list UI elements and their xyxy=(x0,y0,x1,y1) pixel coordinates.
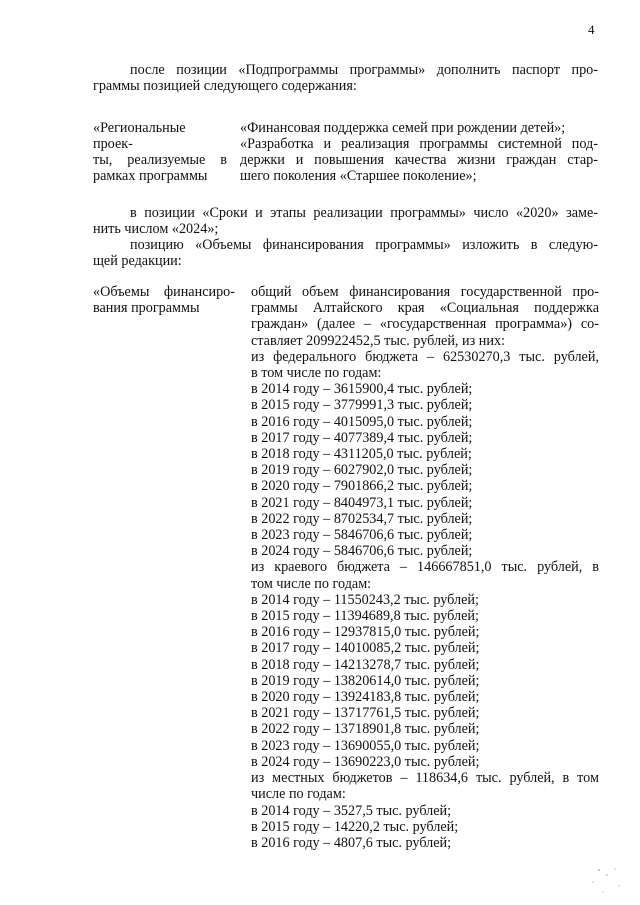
year-line: в 2020 году – 13924183,8 тыс. рублей; xyxy=(251,689,480,706)
year-line: в 2014 году – 3615900,4 тыс. рублей; xyxy=(251,381,473,398)
value-line: «Разработка и реализация программы системной под- xyxy=(240,136,598,152)
year-line: в 2014 году – 3527,5 тыс. рублей; xyxy=(251,802,452,819)
page-number: 4 xyxy=(588,22,595,37)
regional-projects-label xyxy=(93,120,227,184)
value-line: держки и повышения качества жизни граждан стар- xyxy=(240,152,598,168)
year-line: в 2018 году – 14213278,7 тыс. рублей; xyxy=(251,656,480,673)
label-line: «Региональные проек- xyxy=(93,120,186,152)
year-line: в 2015 году – 11394689,8 тыс. рублей; xyxy=(251,608,479,625)
value-line: том числе по годам: xyxy=(251,575,372,592)
value-line: в том числе по годам: xyxy=(251,365,382,382)
text-line: граммы позицией следующего содержания: xyxy=(93,78,357,94)
year-line: в 2019 году – 13820614,0 тыс. рублей; xyxy=(251,672,480,689)
year-line: в 2021 году – 13717761,5 тыс. рублей; xyxy=(251,705,480,722)
year-line: в 2024 году – 13690223,0 тыс. рублей; xyxy=(251,753,480,770)
value-line: числе по годам: xyxy=(251,786,346,803)
value-line: граммы Алтайского края «Социальная поддержка xyxy=(251,300,599,317)
year-line: в 2017 году – 14010085,2 тыс. рублей; xyxy=(251,640,480,657)
year-line: в 2023 году – 5846706,6 тыс. рублей; xyxy=(251,527,473,544)
year-line: в 2023 году – 13690055,0 тыс. рублей; xyxy=(251,737,480,754)
text-line: позицию «Объемы финансирования программы» изложить в следую- xyxy=(130,237,598,253)
value-line: из местных бюджетов – 118634,6 тыс. рублей, в том xyxy=(251,770,599,787)
label-line: «Объемы финансиро- xyxy=(93,284,235,300)
value-line: шего поколения «Старшее поколение»; xyxy=(240,168,477,184)
value-line: «Финансовая поддержка семей при рождении детей»; xyxy=(240,120,566,136)
label-line: вания программы xyxy=(93,300,200,316)
year-line: в 2022 году – 13718901,8 тыс. рублей; xyxy=(251,721,480,738)
label-line: ты, реализуемые в xyxy=(93,152,227,168)
year-line: в 2024 году – 5846706,6 тыс. рублей; xyxy=(251,543,473,560)
year-line: в 2021 году – 8404973,1 тыс. рублей; xyxy=(251,494,473,511)
scan-specks xyxy=(585,862,625,902)
value-line: из краевого бюджета – 146667851,0 тыс. рублей, в xyxy=(251,559,599,576)
value-line: ставляет 209922452,5 тыс. рублей, из них: xyxy=(251,332,505,349)
year-line: в 2015 году – 14220,2 тыс. рублей; xyxy=(251,818,459,835)
year-line: в 2018 году – 4311205,0 тыс. рублей; xyxy=(251,446,472,463)
year-line: в 2022 году – 8702534,7 тыс. рублей; xyxy=(251,510,473,527)
year-line: в 2014 году – 11550243,2 тыс. рублей; xyxy=(251,591,479,608)
year-line: в 2020 году – 7901866,2 тыс. рублей; xyxy=(251,478,473,495)
text-line: нить числом «2024»; xyxy=(93,221,219,237)
text-line: щей редакции: xyxy=(93,253,182,269)
regional-projects-value xyxy=(240,120,598,184)
funding-label xyxy=(93,284,235,316)
label-line: рамках программы xyxy=(93,168,208,184)
intro-paragraph xyxy=(93,62,598,94)
value-line: общий объем финансирования государственной про- xyxy=(251,284,599,300)
year-line: в 2016 году – 4015095,0 тыс. рублей; xyxy=(251,413,473,430)
year-line: в 2017 году – 4077389,4 тыс. рублей; xyxy=(251,429,473,446)
year-line: в 2015 году – 3779991,3 тыс. рублей; xyxy=(251,397,473,414)
value-line: граждан» (далее – «государственная программа») со- xyxy=(251,316,599,333)
text-line: после позиции «Подпрограммы программы» дополнить паспорт про- xyxy=(130,62,598,78)
year-line: в 2016 году – 12937815,0 тыс. рублей; xyxy=(251,624,480,641)
volumes-paragraph xyxy=(93,237,598,269)
terms-paragraph xyxy=(93,205,598,237)
text-line: в позиции «Сроки и этапы реализации программы» число «2020» заме- xyxy=(130,205,598,221)
funding-value xyxy=(251,284,599,851)
year-line: в 2016 году – 4807,6 тыс. рублей; xyxy=(251,834,452,851)
value-line: из федерального бюджета – 62530270,3 тыс. рублей, xyxy=(251,348,599,365)
year-line: в 2019 году – 6027902,0 тыс. рублей; xyxy=(251,462,473,479)
